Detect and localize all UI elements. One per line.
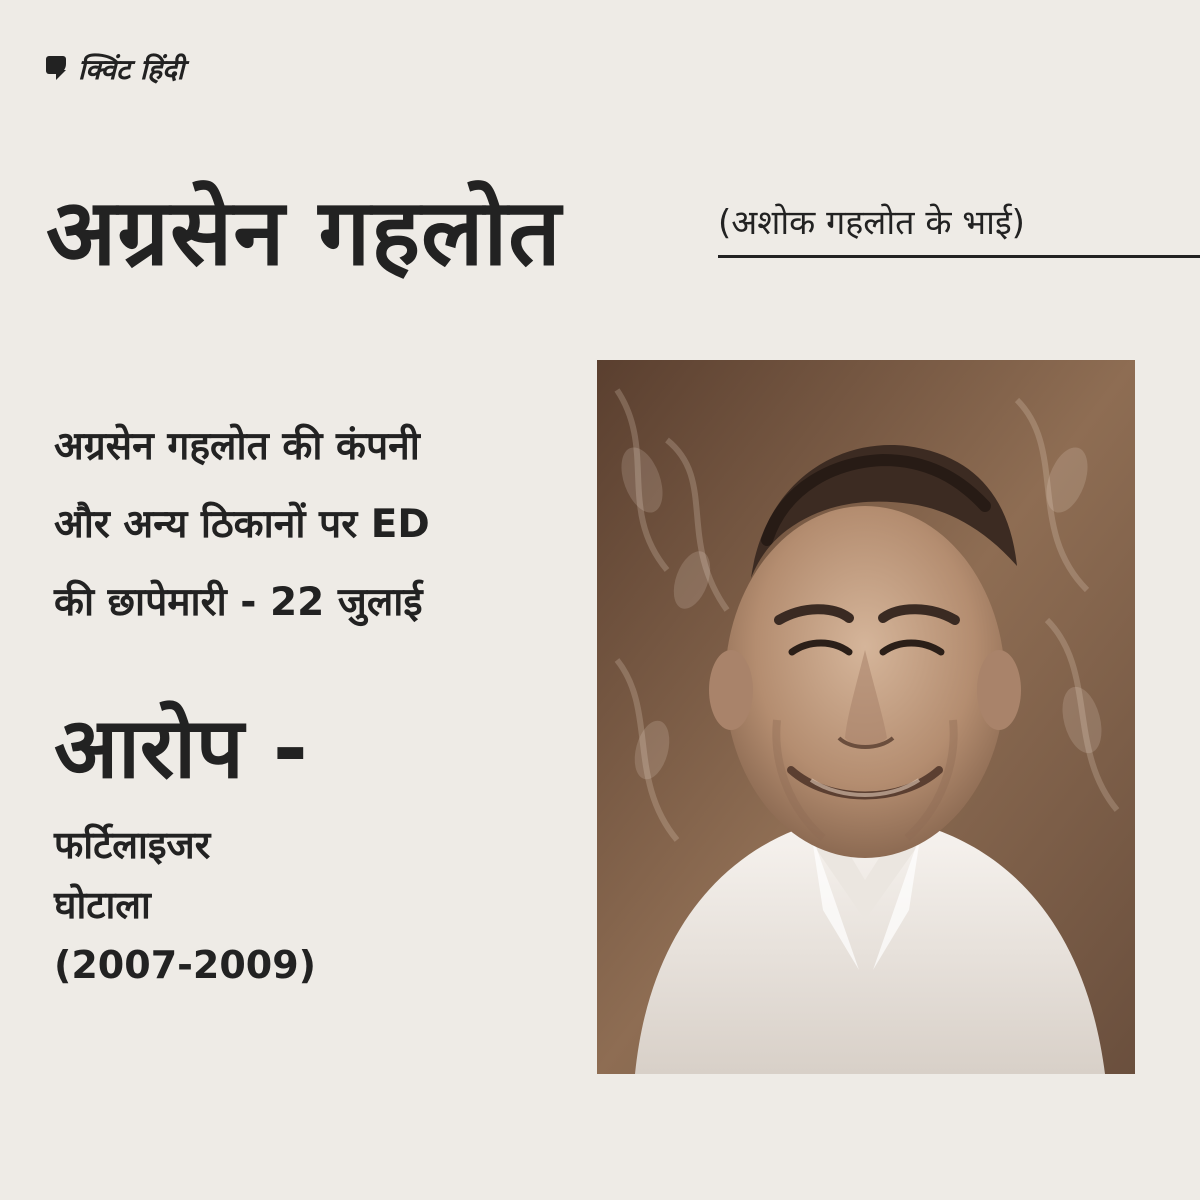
charges-details bbox=[54, 815, 574, 995]
subtitle-underline bbox=[718, 255, 1200, 258]
page-title: अग्रसेन गहलोत bbox=[46, 179, 562, 286]
brand-name: क्विंट हिंदी bbox=[78, 53, 185, 86]
charge-line: घोटाला bbox=[54, 883, 151, 927]
page-subtitle: (अशोक गहलोत के भाई) bbox=[718, 203, 1025, 243]
raid-line: अग्रसेन गहलोत की कंपनी bbox=[54, 424, 420, 469]
raid-line: की छापेमारी - 22 जुलाई bbox=[54, 580, 423, 625]
charge-line: फर्टिलाइजर bbox=[54, 823, 211, 867]
portrait-illustration bbox=[597, 360, 1135, 1074]
charges-heading: आरोप - bbox=[54, 699, 308, 797]
raid-line: और अन्य ठिकानों पर ED bbox=[54, 502, 430, 547]
portrait-photo bbox=[597, 360, 1135, 1074]
brand-logo[interactable] bbox=[46, 48, 184, 92]
charge-line: (2007-2009) bbox=[54, 943, 317, 987]
quote-bubble-icon bbox=[46, 56, 70, 84]
raid-info bbox=[54, 408, 574, 642]
